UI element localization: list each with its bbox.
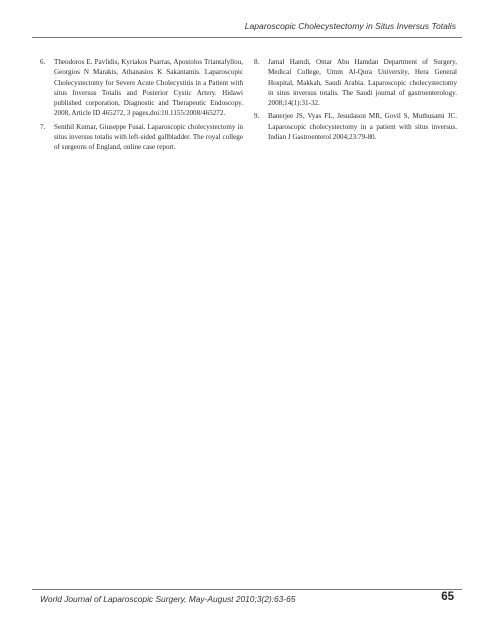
reference-text: Theodoros E. Pavlidis, Kyriakos Psarras, Apostolos Triantafyllou, Georgios N Marakis, Athanasios K Sakantamis. Laparoscopic Cholecystectomy for Severe Acute Cholecystitis in a Patient with situs Inversus Totalis and Posterior Cystic Artery. Hidawi published corporation, Diagnostic and Therapeutic Endoscopy. 2008, Article ID 465272, 3 pages,doi:10.1155/2008/465272. bbox=[54, 58, 243, 118]
reference-text: Senthil Kumar, Giuseppe Fusai. Laparoscopic cholecystectomy in situs inversus totalis with left-sided gallbladder. The royal college of surgeons of England, online case report. bbox=[54, 122, 243, 152]
reference-text: Jamal Hamdi, Omar Abu Hamdan Department of Surgery, Medical College, Umm Al-Qura University, Hera General Hospital, Makkah, Saudi Arabia. Laparoscopic cholecystectomy in situs inversus totalis. The Saudi journal of gastroenterology. 2008;14(1):31-32. bbox=[268, 58, 457, 108]
reference-8 bbox=[254, 57, 457, 108]
reference-6 bbox=[40, 57, 243, 119]
journal-citation: World Journal of Laparoscopic Surgery, May-August 2010;3(2):63-65 bbox=[40, 594, 296, 604]
reference-7 bbox=[40, 122, 243, 153]
reference-number: 7. bbox=[40, 122, 46, 131]
references-right-column bbox=[254, 57, 457, 145]
reference-number: 8. bbox=[254, 58, 260, 66]
reference-text: Banerjee JS, Vyas FL, Jesudason MR, Govil S, Muthusami JC. Laparoscopic cholecystectomy in a patient with situs inversus. Indian J Gastroenterol 2004;23:79-80. bbox=[268, 112, 457, 142]
reference-9 bbox=[254, 111, 457, 142]
reference-number: 6. bbox=[40, 58, 46, 66]
reference-number: 9. bbox=[254, 112, 260, 121]
header-rule bbox=[32, 37, 462, 38]
running-title: Laparoscopic Cholecystectomy in Situs Inversus Totalis bbox=[244, 21, 456, 31]
page-number: 65 bbox=[441, 591, 454, 603]
references-left-column bbox=[40, 57, 243, 156]
footer-rule bbox=[32, 589, 462, 590]
